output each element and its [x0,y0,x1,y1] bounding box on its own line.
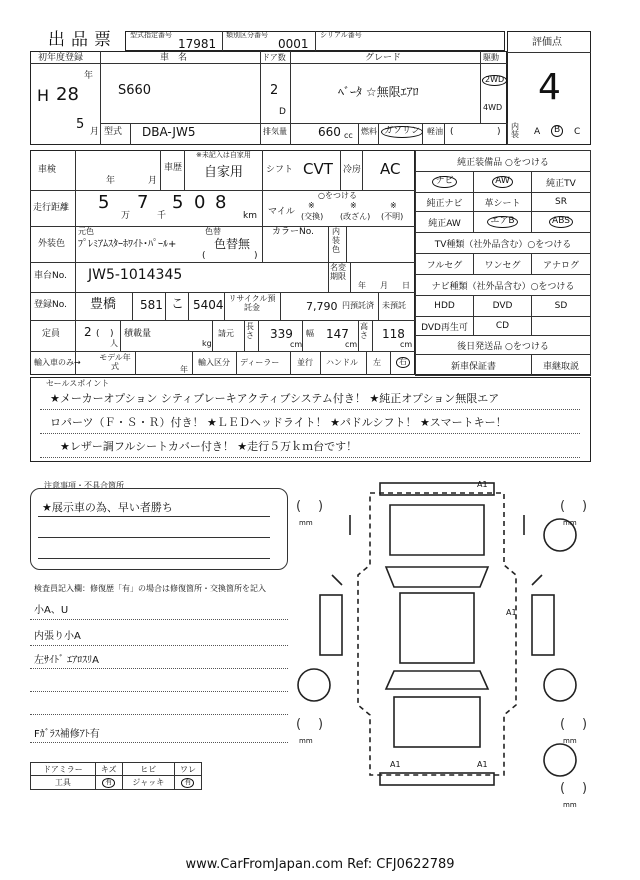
mileage-altered: 改ざん [343,212,368,221]
navi-dvd-play: DVD再生可 [416,317,474,336]
reg-number: 5404 [193,298,224,312]
inspector-line-1: 小A、U [34,605,69,616]
reg-place: 豊橋 [90,297,117,312]
chassis-label: 車台No. [34,271,67,281]
model-code: 17981 [178,37,217,51]
reg-year: 28 [56,84,79,105]
paint-paren-close: ) [254,251,258,261]
fuel-label: 燃料 [361,127,377,136]
name-change-label: 名変期限 [330,263,346,281]
mileage-digit-2: 7 [137,192,149,213]
tv-fullseg: フルセグ [416,254,474,275]
later-manual: 車継取説 [532,355,591,376]
opt-aw: AW [492,176,513,188]
import-category-label: 輸入区分 [198,358,230,367]
mileage-circle-hint: ○をつける [318,191,357,200]
mileage-digit-4: 0 [194,192,206,213]
model-year-unit: 年 [180,365,188,374]
color-label: 外装色 [38,239,66,249]
chassis-number: JW5-1014345 [88,267,183,283]
usage-label: 車歴 [164,163,183,173]
car-name: S660 [118,83,152,98]
name-change-month: 月 [380,281,388,290]
tire-rl-open: ( [296,717,302,732]
car-damage-diagram [290,475,590,805]
tire-rr-close: ) [582,717,588,732]
orig-color: ﾌﾟﾚﾐｱﾑｽﾀｰﾎﾜｲﾄ･ﾊﾟｰﾙ+ [78,239,177,250]
legend-mirror: ドアミラー [31,763,96,776]
opt-sr: SR [532,193,591,212]
length: 339 [270,327,293,341]
opt-leather: 革シート [474,193,532,212]
model-type: DBA-JW5 [142,125,196,139]
tire-fr-mm: mm [563,519,577,527]
registration-label: 登録No. [34,300,67,310]
damage-a1-bottom-left: A1 [390,760,401,769]
usage-note: ※未記入は自家用 [196,151,251,159]
tire-spare-open: ( [560,781,566,796]
tv-oneseg: ワンセグ [474,254,532,275]
tire-spare-close: ) [582,781,588,796]
legend-jack: ジャッキ [122,776,174,790]
tire-rl-close: ) [318,717,324,732]
opt-tv: 純正TV [532,172,591,193]
cooler-label: 冷房 [343,165,362,175]
length-cm: cm [290,340,303,349]
later-warranty: 新車保証書 [416,355,532,376]
drive-label: 駆動 [483,53,499,62]
displacement: 660 [318,125,341,139]
handle-right: 右 [396,357,410,368]
mileage-man: 万 [121,211,131,221]
tire-spare-mm: mm [563,801,577,809]
options-table [415,150,591,376]
width: 147 [326,327,349,341]
legend-table [30,762,202,790]
sales-line-2: ロパーツ（Ｆ・Ｓ・Ｒ）付き！ ★ＬＥＤヘッドライト！ ★パドルシフト！ ★スマートキー！ [50,416,507,429]
tire-fl-mm: mm [299,519,313,527]
recycle-unpaid: 未預託 [382,301,406,310]
width-cm: cm [345,340,358,349]
damage-a1-top: A1 [477,480,488,489]
displacement-unit: cc [344,131,353,140]
tire-fr-close: ) [582,499,588,514]
navi-hdd: HDD [416,296,474,317]
year-unit: 年 [84,71,94,81]
type-label: 型式 [104,127,123,137]
grade-label: グレード [365,53,402,63]
interior-color-label: 内装色 [332,227,340,254]
sheet-title: 出品票 [48,30,117,50]
capacity-label: 定員 [42,329,61,339]
name-change-year: 年 [358,281,366,290]
navi-cd: CD [474,317,532,336]
tv-type-label: TV種類（社外品含む）○をつける [416,233,591,254]
legend-tools-yes: 有 [102,778,115,788]
sales-line-1: ★メーカーオプション シティブレーキアクティブシステム付き！ ★純正オプション無限エア [50,392,500,405]
orig-color-label: 元色 [78,227,94,236]
class-code-label: 類別区分番号 [226,31,268,39]
month-unit: 月 [90,127,100,137]
navi-sd: SD [532,296,591,317]
grade: ﾍﾞｰﾀ ☆無限ｴｱﾛ [338,85,419,99]
reg-month: 5 [76,117,85,132]
shift-label: シフト [266,165,294,175]
load-label: 積載量 [124,329,152,339]
height: 118 [382,327,405,341]
class-code: 0001 [278,37,309,51]
tire-fl-close: ) [318,499,324,514]
damage-a1-bottom-right: A1 [477,760,488,769]
tire-rr-open: ( [560,717,566,732]
reg-kana: こ [171,297,185,312]
door-label: ドア数 [262,53,286,62]
mileage-digit-3: 5 [172,192,184,213]
handle-left: 左 [373,358,381,367]
drive-2wd: 2WD [482,75,507,86]
reg-class: 581 [140,298,163,312]
name-change-day: 日 [402,281,410,290]
mileage-digit-1: 5 [98,192,110,213]
era: H [37,86,50,105]
model-year-label: モデル年式 [99,353,131,371]
inspector-label: 検査員記入欄：修復歴「有」の場合は修復箇所・交換箇所を記入 [34,584,266,593]
height-label: 高さ [360,322,368,340]
grade-score: 4 [538,67,561,108]
model-code-label: 型式指定番号 [130,31,172,39]
mileage-label: 走行距離 [33,203,70,213]
mileage-unknown: 不明 [384,212,401,221]
later-ship-label: 後日発送品 ○をつける [416,336,591,355]
recycle-unit: 円預託済 [342,301,374,310]
capacity-paren-close: ) [110,329,114,339]
length-label: 長さ [246,322,254,340]
inspection-label: 車検 [38,165,57,175]
footer-watermark: www.CarFromJapan.com Ref: CFJ0622789 [185,857,455,872]
fuel-paren-close: ) [497,127,501,137]
usage: 自家用 [204,165,244,180]
mileage-sen: 千 [157,211,167,221]
capacity-count: 2 [84,325,92,339]
recycle-amount: 7,790 [306,300,338,313]
mileage-exchange: 交換 [304,212,321,221]
mile-label: マイル [268,207,295,217]
tire-rl-mm: mm [299,737,313,745]
opt-std-aw: 純正AW [416,212,474,233]
displacement-label: 排気量 [263,127,287,136]
sales-line-3: ★レザー調フルシートカバー付き！ ★走行５万ｋｍ台です！ [60,440,358,453]
cooler: AC [380,160,401,178]
height-cm: cm [400,340,413,349]
tire-fr-open: ( [560,499,566,514]
paint-paren-open: ( [202,251,206,261]
drive-4wd: 4WD [483,103,503,112]
opt-abs: ABS [549,216,573,228]
legend-jack-yes: 有 [181,778,194,788]
car-name-label: 車 名 [160,53,188,63]
legend-ware: ワレ [174,763,201,776]
inspector-line-2: 内張り小A [34,631,81,642]
fuel-diesel: 軽油 [427,127,443,136]
import-parallel: 並行 [297,358,313,367]
gross-label: 請元 [218,329,234,338]
doors: 2 [270,83,279,98]
paint-label: 色替 [205,227,221,236]
recycle-label: リサイクル預託金 [228,294,276,312]
sales-points-label: セールスポイント [46,379,110,388]
inspector-line-5: Fｶﾞﾗｽ補修ｱﾄ有 [34,729,100,740]
first-reg-label: 初年度登録 [38,53,84,63]
inspector-line-3: 左ｻｲﾄﾞ ｴｱﾛｽﾘA [34,655,100,666]
width-label: 幅 [306,329,314,338]
navi-type-label: ナビ種類（社外品含む）○をつける [416,275,591,296]
inspection-year: 年 [106,176,116,186]
tv-analog: アナログ [532,254,591,275]
tire-rr-mm: mm [563,737,577,745]
std-equip-label: 純正装備品 ○をつける [416,151,591,172]
person-unit: 人 [110,339,118,348]
capacity-paren-open: ( [96,329,100,339]
opt-navi: ナビ [432,176,456,188]
inspection-month: 月 [148,176,158,186]
fuel-gasoline: ガソリン [381,126,423,138]
damage-a1-right: A1 [506,608,517,617]
fuel-paren-open: ( [450,127,454,137]
door-suffix: D [279,107,286,117]
paint: 色替無 [214,237,251,251]
legend-hibi: ヒビ [122,763,174,776]
handle-label: ハンドル [326,358,358,367]
legend-kizu: キズ [95,763,122,776]
shift: CVT [303,160,333,178]
interior-label: 内装 [511,122,519,139]
mileage-digit-5: 8 [215,192,227,213]
import-dealer: ディーラー [240,358,280,367]
import-label: 輸入車のみ→ [34,358,81,367]
interior-a: A [534,127,541,137]
interior-c: C [574,127,581,137]
mileage-unit: km [243,211,257,221]
legend-tools: 工具 [31,776,96,790]
color-no-label: カラーNo. [272,227,314,237]
grade-score-label: 評価点 [532,37,562,48]
tire-fl-open: ( [296,499,302,514]
opt-airbag: エアB [487,216,517,228]
load-unit: kg [202,339,212,348]
notes-label: 注意事項・不具合箇所 [44,481,124,490]
interior-b: B [551,125,563,137]
serial-label: シリアル番号 [320,31,362,39]
notes-line-1: ★展示車の為、早い者勝ち [42,501,173,514]
navi-dvd: DVD [474,296,532,317]
opt-std-navi: 純正ナビ [416,193,474,212]
